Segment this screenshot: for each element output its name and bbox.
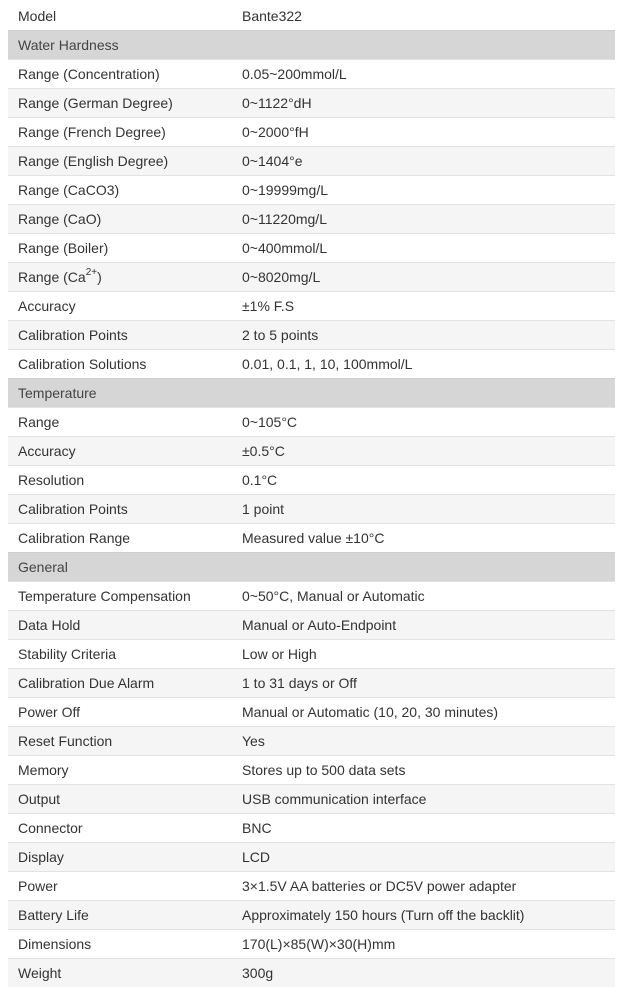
section-header-general — [8, 553, 615, 582]
spec-value: 0~11220mg/L — [232, 205, 615, 234]
spec-label: Calibration Points — [8, 495, 232, 524]
spec-value: 0.05~200mmol/L — [232, 60, 615, 89]
section-title: General — [8, 553, 615, 582]
spec-label: Range (French Degree) — [8, 118, 232, 147]
section-title: Temperature — [8, 379, 615, 408]
spec-row — [8, 727, 615, 756]
spec-value: 1 point — [232, 495, 615, 524]
spec-value: Bante322 — [232, 2, 615, 31]
spec-row — [8, 785, 615, 814]
spec-value: 0~2000°fH — [232, 118, 615, 147]
spec-label: Output — [8, 785, 232, 814]
spec-value: 3×1.5V AA batteries or DC5V power adapter — [232, 872, 615, 901]
spec-label: Dimensions — [8, 930, 232, 959]
spec-value: 0~1404°e — [232, 147, 615, 176]
spec-row — [8, 756, 615, 785]
spec-value: 0~400mmol/L — [232, 234, 615, 263]
spec-row — [8, 234, 615, 263]
spec-label: Range (CaO) — [8, 205, 232, 234]
spec-label: Power Off — [8, 698, 232, 727]
spec-row — [8, 698, 615, 727]
spec-value: Low or High — [232, 640, 615, 669]
spec-label-end: ) — [97, 269, 102, 285]
spec-row — [8, 901, 615, 930]
spec-label: Temperature Compensation — [8, 582, 232, 611]
spec-row — [8, 321, 615, 350]
spec-label: Range (Concentration) — [8, 60, 232, 89]
spec-row — [8, 495, 615, 524]
spec-row — [8, 872, 615, 901]
spec-label — [8, 263, 232, 292]
spec-label: Calibration Range — [8, 524, 232, 553]
spec-label: Model — [8, 2, 232, 31]
spec-label: Resolution — [8, 466, 232, 495]
spec-value: Approximately 150 hours (Turn off the backlit) — [232, 901, 615, 930]
spec-value: Yes — [232, 727, 615, 756]
spec-label: Accuracy — [8, 292, 232, 321]
spec-value: 2 to 5 points — [232, 321, 615, 350]
spec-value: BNC — [232, 814, 615, 843]
spec-value: 300g — [232, 959, 615, 987]
spec-value: ±1% F.S — [232, 292, 615, 321]
spec-value: LCD — [232, 843, 615, 872]
spec-row — [8, 669, 615, 698]
spec-row — [8, 582, 615, 611]
specification-table — [8, 2, 615, 987]
spec-value: 0~105°C — [232, 408, 615, 437]
section-header-temperature — [8, 379, 615, 408]
spec-row — [8, 640, 615, 669]
spec-row — [8, 263, 615, 292]
spec-label: Battery Life — [8, 901, 232, 930]
spec-value: Measured value ±10°C — [232, 524, 615, 553]
spec-label: Calibration Points — [8, 321, 232, 350]
spec-row — [8, 205, 615, 234]
spec-value: USB communication interface — [232, 785, 615, 814]
section-title: Water Hardness — [8, 31, 615, 60]
spec-label: Range — [8, 408, 232, 437]
spec-label: Calibration Solutions — [8, 350, 232, 379]
spec-value: 0.01, 0.1, 1, 10, 100mmol/L — [232, 350, 615, 379]
spec-row — [8, 930, 615, 959]
spec-row — [8, 524, 615, 553]
spec-label: Weight — [8, 959, 232, 987]
spec-row — [8, 350, 615, 379]
spec-value: Manual or Automatic (10, 20, 30 minutes) — [232, 698, 615, 727]
superscript-charge: 2+ — [86, 267, 97, 278]
section-header-water-hardness — [8, 31, 615, 60]
spec-row — [8, 292, 615, 321]
spec-row — [8, 814, 615, 843]
spec-row — [8, 408, 615, 437]
spec-value: 0.1°C — [232, 466, 615, 495]
spec-value: Stores up to 500 data sets — [232, 756, 615, 785]
spec-label: Range (German Degree) — [8, 89, 232, 118]
spec-label: Range (English Degree) — [8, 147, 232, 176]
spec-row — [8, 60, 615, 89]
spec-label: Range (CaCO3) — [8, 176, 232, 205]
spec-value: 1 to 31 days or Off — [232, 669, 615, 698]
spec-row — [8, 466, 615, 495]
spec-value: 0~8020mg/L — [232, 263, 615, 292]
spec-label-main: Range (Ca — [18, 269, 86, 285]
spec-label: Memory — [8, 756, 232, 785]
spec-value: ±0.5°C — [232, 437, 615, 466]
spec-row — [8, 843, 615, 872]
spec-label: Connector — [8, 814, 232, 843]
spec-row — [8, 176, 615, 205]
spec-value: 0~19999mg/L — [232, 176, 615, 205]
spec-label: Reset Function — [8, 727, 232, 756]
spec-value: 170(L)×85(W)×30(H)mm — [232, 930, 615, 959]
spec-label: Display — [8, 843, 232, 872]
spec-label: Accuracy — [8, 437, 232, 466]
spec-row — [8, 147, 615, 176]
spec-value: 0~50°C, Manual or Automatic — [232, 582, 615, 611]
spec-row — [8, 611, 615, 640]
spec-label: Power — [8, 872, 232, 901]
spec-row-model — [8, 2, 615, 31]
spec-value: 0~1122°dH — [232, 89, 615, 118]
spec-label: Range (Boiler) — [8, 234, 232, 263]
spec-label: Stability Criteria — [8, 640, 232, 669]
spec-row — [8, 118, 615, 147]
spec-value: Manual or Auto-Endpoint — [232, 611, 615, 640]
spec-label: Data Hold — [8, 611, 232, 640]
spec-label: Calibration Due Alarm — [8, 669, 232, 698]
spec-row — [8, 89, 615, 118]
spec-row — [8, 437, 615, 466]
